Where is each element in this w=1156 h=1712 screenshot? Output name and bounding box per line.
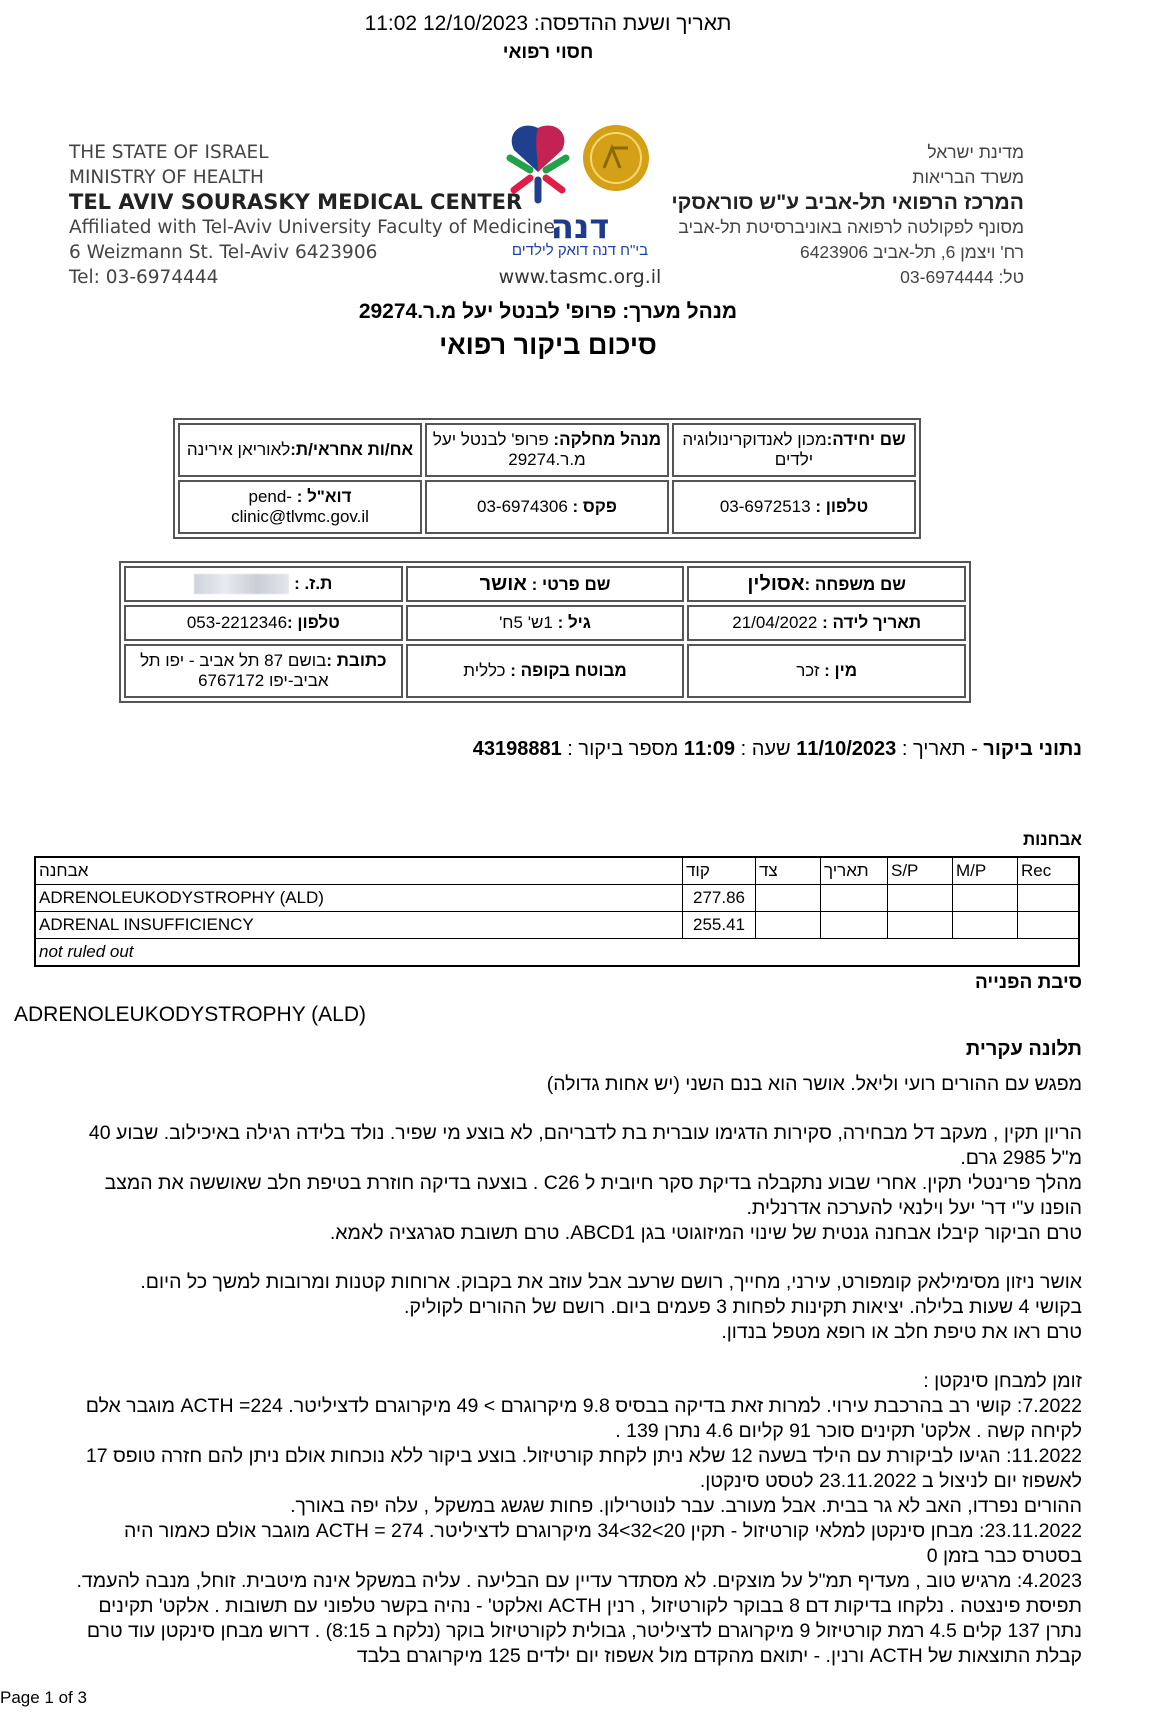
table-row: [35, 912, 1079, 939]
address-he: רח' ויצמן 6, תל-אביב 6423906: [799, 242, 1024, 262]
page-number: Page 1 of 3: [0, 1688, 87, 1707]
fax-value: 03-6974306: [477, 497, 568, 516]
col-sp: S/P: [888, 857, 953, 885]
visit-date: 11/10/2023: [796, 738, 897, 760]
last-name-label: שם משפחה :: [804, 574, 906, 594]
complaint-title: תלונה עקרית: [965, 1038, 1082, 1060]
head-label: מנהל מחלקה:: [553, 430, 662, 449]
first-name-value: אושר: [479, 572, 527, 595]
unit-cell: [672, 423, 916, 477]
head-value: פרופ' לבנטל יעל מ.ר.29274: [432, 430, 586, 469]
dob-value: 21/04/2022: [732, 613, 818, 632]
address-en: 6 Weizmann St. Tel-Aviv 6423906: [69, 242, 378, 263]
complaint-line: 23.11.2022: מבחן סינקטן למלאי קורטיזול - תקין 20>32>34 מיקרוגרם לדציליטר. ACTH = 274 מוגבר אולם כאמור היה: [124, 1520, 1082, 1542]
ministry-name-en: MINISTRY OF HEALTH: [69, 167, 264, 188]
complaint-line: 4.2023: מרגיש טוב , מעדיף תמ"ל על מוצקים. לא מסתדר עדיין עם הבליעה . עליה במשקל אינה מיטבית. זוחל, מנבה להעמד.: [76, 1570, 1082, 1592]
address-value: בושם 87 תל אביב - יפו תל אביב-יפו 6767172: [140, 651, 329, 690]
complaint-line: מ"ל 2985 גרם.: [960, 1147, 1082, 1169]
dob-label: תאריך לידה :: [822, 613, 922, 632]
diagnosis-code: 255.41: [683, 912, 756, 939]
age-value: 1ש' 5ח': [499, 613, 553, 632]
complaint-line: זומן למבחן סינקטן :: [923, 1370, 1082, 1392]
diagnosis-name: ADRENOLEUKODYSTROPHY (ALD): [35, 885, 683, 912]
phone-label: טלפון :: [815, 497, 869, 516]
document-title: סיכום ביקור רפואי: [439, 330, 657, 360]
first-name-cell: [406, 566, 685, 602]
visit-time: 11:09: [683, 738, 736, 760]
resp-value: לאוריאן אירינה: [186, 440, 291, 459]
last-name-cell: [687, 566, 966, 602]
complaint-line: טרם ראו את טיפת חלב או רופא מטפל בנדון.: [721, 1321, 1082, 1343]
last-name-value: אסולין: [747, 572, 805, 595]
complaint-line: מפגש עם ההורים רועי וליאל. אושר הוא בנם השני (יש אחות גדולה): [546, 1073, 1082, 1095]
first-name-label: שם פרטי :: [531, 574, 611, 594]
complaint-line: הופנו ע"י דר' יעל וילנאי להערכה אדרנלית.: [746, 1197, 1082, 1219]
diagnosis-name: ADRENAL INSUFFICIENCY: [35, 912, 683, 939]
address-label: כתובת :: [326, 651, 387, 670]
fax-cell: [425, 480, 669, 534]
visit-details: [82, 738, 1082, 761]
unit-value: מכון לאנדוקרינולוגיה ילדים: [682, 430, 827, 469]
complaint-line: לקיחה קשה . אלקט' תקינים סוכר 91 קליום 4.6 נתרן 139 .: [615, 1420, 1082, 1442]
unit-info-table: [173, 418, 921, 539]
address-cell: [124, 644, 403, 698]
col-side: צד: [756, 857, 821, 885]
complaint-line: תפיסת פינצטה . נלקחו בדיקות דם 8 בבוקר לקורטיזול , רנין ACTH ואלקט' - נהיה בקשר טלפוני עם תשובות . אלקט' תקינים: [98, 1595, 1082, 1617]
col-rec: Rec: [1018, 857, 1080, 885]
patient-phone-cell: [124, 605, 403, 641]
insurer-label: מבוטח בקופה :: [510, 661, 627, 680]
resp-cell: [178, 423, 422, 477]
hospital-header-en: [69, 140, 555, 290]
email-value: pend-clinic@tlvmc.gov.il: [231, 487, 369, 526]
head-cell: [425, 423, 669, 477]
col-diagnosis: אבחנה: [35, 857, 683, 885]
complaint-line: לאשפוז יום לניצול ב 23.11.2022 לטסט סינקטן.: [699, 1470, 1082, 1492]
id-redacted: [194, 574, 289, 594]
phone-he: טל: 03-6974444: [900, 267, 1024, 287]
director-line: מנהל מערך: פרופ' לבנטל יעל מ.ר.29274: [358, 300, 738, 323]
diagnoses-table: [34, 856, 1080, 967]
phone-cell: [672, 480, 916, 534]
table-row: [35, 885, 1079, 912]
col-mp: M/P: [953, 857, 1018, 885]
col-code: קוד: [683, 857, 756, 885]
print-datetime: תאריך ושעת ההדפסה: 12/10/2023 11:02: [364, 12, 732, 35]
affiliation-he: מסונף לפקולטה לרפואה באוניברסיטת תל-אביב: [678, 217, 1024, 237]
age-label: גיל :: [557, 613, 591, 632]
complaint-line: בסטרס כבר בזמן 0: [926, 1545, 1082, 1567]
col-date: תאריך: [821, 857, 888, 885]
complaint-line: נתרן 137 קלים 4.5 רמת קורטיזול 9 מיקרוגרם לדציליטר, גבולית לקורטיזול בוקר (נלקח ב 8:15) . דרוש מבחן סינקטן עוד טרם: [86, 1620, 1082, 1642]
complaint-line: 7.2022: קושי רב בהרכבת עירוי. למרות זאת בדיקה בבסיס 9.8 מיקרוגרם > 49 מיקרוגרם לדציליטר. ACTH =224 מוגבר אלם: [85, 1395, 1082, 1417]
hospital-name-he: המרכז הרפואי תל-אביב ע"ש סוראסקי: [671, 191, 1024, 214]
complaint-line: אושר ניזון מסימילאק קומפורט, עירני, מחייך, רושם שרעב אבל עוזב את בקבוק. ארוחות קטנות ומרובות למשך כל היום.: [140, 1271, 1082, 1293]
hospital-logo: [500, 120, 660, 290]
complaint-line: קבלת התוצאות של ACTH ורנין. - יתואם מהקדם מול אשפוז יום ילדים 125 מיקרוגרם בלבד: [356, 1645, 1082, 1667]
gender-cell: [687, 644, 966, 698]
logo-subtitle: בי"ח דנה דואק לילדים: [511, 242, 649, 259]
complaint-body: [22, 1072, 1082, 1669]
visit-number-label: מספר ביקור :: [567, 738, 679, 760]
dob-cell: [687, 605, 966, 641]
unit-label: שם יחידה:: [826, 430, 906, 449]
complaint-line: 11.2022: הגיעו לביקורת עם הילד בשעה 12 שלא ניתן לקחת קורטיזול. בוצע ביקור ללא נוכחות אולם ניתן להם חזרה טופס 17: [85, 1445, 1082, 1467]
complaint-line: מהלך פרינטלי תקין. אחרי שבוע נתקבלה בדיקת סקר חיובית ל C26 . בוצעה בדיקה חוזרת בטיפת חלב שאוששה את המצב: [104, 1172, 1082, 1194]
complaint-line: בקושי 4 שעות בלילה. יציאות תקינות לפחות 3 פעמים ביום. רושם של ההורים לקוליק.: [404, 1296, 1082, 1318]
gender-value: זכר: [796, 661, 820, 680]
patient-phone-value: 053-2212346: [186, 613, 288, 632]
complaint-line: ההורים נפרדו, האב לא גר בבית. אבל מעורב. עבר לנוטרילון. פחות שגשג במשקל , עלה יפה באורך.: [290, 1495, 1082, 1517]
complaint-line: טרם הביקור קיבלו אבחנה גנטית של שינוי המיזוגוטי בגן ABCD1. טרם תשובת סגרגציה לאמא.: [329, 1222, 1082, 1244]
fax-label: פקס :: [572, 497, 617, 516]
visit-time-label: שעה :: [740, 738, 791, 760]
diagnosis-code: 277.86: [683, 885, 756, 912]
age-cell: [406, 605, 685, 641]
complaint-line: הריון תקין , מעקב דל מבחירה, סקירות הדגימו עוברית בת לדבריהם, לא בוצע מי שפיר. נולד בלידה רגילה באיכילוב. שבוע 40: [88, 1122, 1082, 1144]
email-cell: [178, 480, 422, 534]
visit-label: נתוני ביקור: [983, 738, 1082, 760]
resp-label: אח/ות אחראי/ת:: [290, 440, 414, 459]
visit-number: 43198881: [472, 738, 562, 760]
hospital-website: www.tasmc.org.il: [498, 266, 662, 288]
phone-value: 03-6972513: [719, 497, 811, 516]
affiliation-en: Affiliated with Tel-Aviv University Faculty of Medicine: [69, 217, 555, 238]
gender-label: מין :: [824, 661, 858, 680]
insurer-cell: [406, 644, 685, 698]
insurer-value: כללית: [463, 661, 506, 680]
id-cell: [124, 566, 403, 602]
patient-info-table: [119, 561, 971, 703]
ministry-name-he: משרד הבריאות: [912, 167, 1024, 187]
id-label: ת.ז. :: [294, 573, 333, 593]
patient-phone-label: טלפון :: [287, 613, 340, 632]
email-label: דוא"ל :: [296, 487, 352, 506]
phone-en: Tel: 03-6974444: [69, 267, 219, 288]
dana-logo-icon: [500, 120, 660, 210]
diagnoses-title: אבחנות: [1022, 830, 1082, 849]
diagnosis-note: not ruled out: [35, 939, 1079, 967]
confidential-label: חסוי רפואי: [502, 42, 594, 63]
hospital-header-he: [664, 140, 1024, 290]
visit-date-label: - תאריך :: [901, 738, 978, 760]
referral-title: סיבת הפנייה: [974, 972, 1082, 993]
referral-value: ADRENOLEUKODYSTROPHY (ALD): [14, 1003, 367, 1026]
state-name-he: מדינת ישראל: [927, 142, 1024, 162]
hospital-name-en: TEL AVIV SOURASKY MEDICAL CENTER: [69, 190, 523, 214]
logo-name: דנה: [550, 207, 610, 247]
state-name-en: THE STATE OF ISRAEL: [69, 142, 269, 163]
